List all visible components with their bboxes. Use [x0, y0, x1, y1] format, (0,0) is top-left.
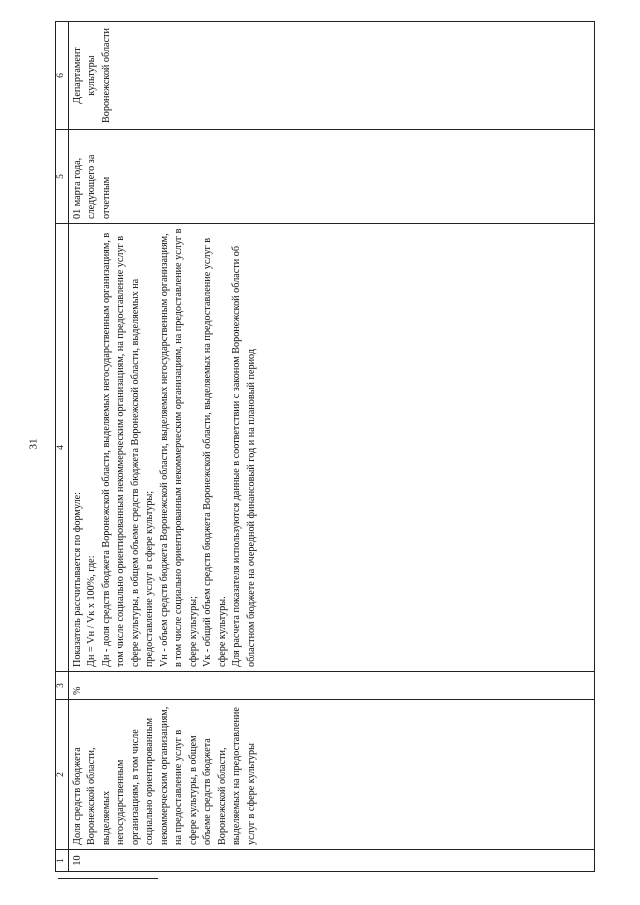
indicator-table	[55, 21, 595, 872]
method-line: Дн - доля средств бюджета Воронежской области, выделяемых негосударственным организациям, в том числе социально ориентированным некоммерческим организациям, на предоставление услуг в сфере культуры, в общем объеме средств бюджета Воронежской области, выделяемых на предоставление услуг в сфере культуры;	[100, 232, 156, 667]
header-col-4: 4	[56, 224, 69, 672]
formula-line: Дн = Vн / Vк x 100%, где:	[86, 555, 98, 667]
header-col-6: 6	[56, 22, 69, 130]
responsible-body: Департамент культуры Воронежской области	[69, 22, 595, 130]
header-col-1: 1	[56, 850, 69, 872]
method-line: Vн - объем средств бюджета Воронежской области, выделяемых негосударственным организациям, в том числе социально ориентированным некоммерческим организациям, на предоставление услуг в сфере культуры;	[158, 228, 199, 667]
page-number: 31	[27, 438, 40, 450]
unit-of-measure: %	[69, 672, 595, 700]
calculation-method	[69, 224, 595, 672]
header-row	[56, 22, 69, 872]
indicator-name: Доля средств бюджета Воронежской области, выделяемых негосударственным организациям, в том числе социально ориентированным некоммерческим организациям, на предоставление услуг в сфере культуры, в общем объеме средств бюджета Воронежской области, выделяемых на предоставление услуг в сфере культуры	[69, 700, 595, 850]
reporting-term: 01 марта года, следующего за отчетным	[69, 130, 595, 224]
method-line: Показатель рассчитывается по формуле:	[72, 492, 83, 667]
table-row	[69, 22, 595, 872]
method-line: Для расчета показателя используются данные в соответствии с законом Воронежской области об областном бюджете на очередной финансовый год и на плановый период	[231, 245, 257, 667]
footnote-divider	[58, 878, 158, 879]
header-col-3: 3	[56, 672, 69, 700]
method-line: Vк - общий объем средств бюджета Воронежской области, выделяемых на предоставление услуг в сфере культуры.	[202, 237, 228, 667]
header-col-5: 5	[56, 130, 69, 224]
table-container	[55, 22, 595, 872]
header-col-2: 2	[56, 700, 69, 850]
row-number: 10	[69, 850, 595, 872]
